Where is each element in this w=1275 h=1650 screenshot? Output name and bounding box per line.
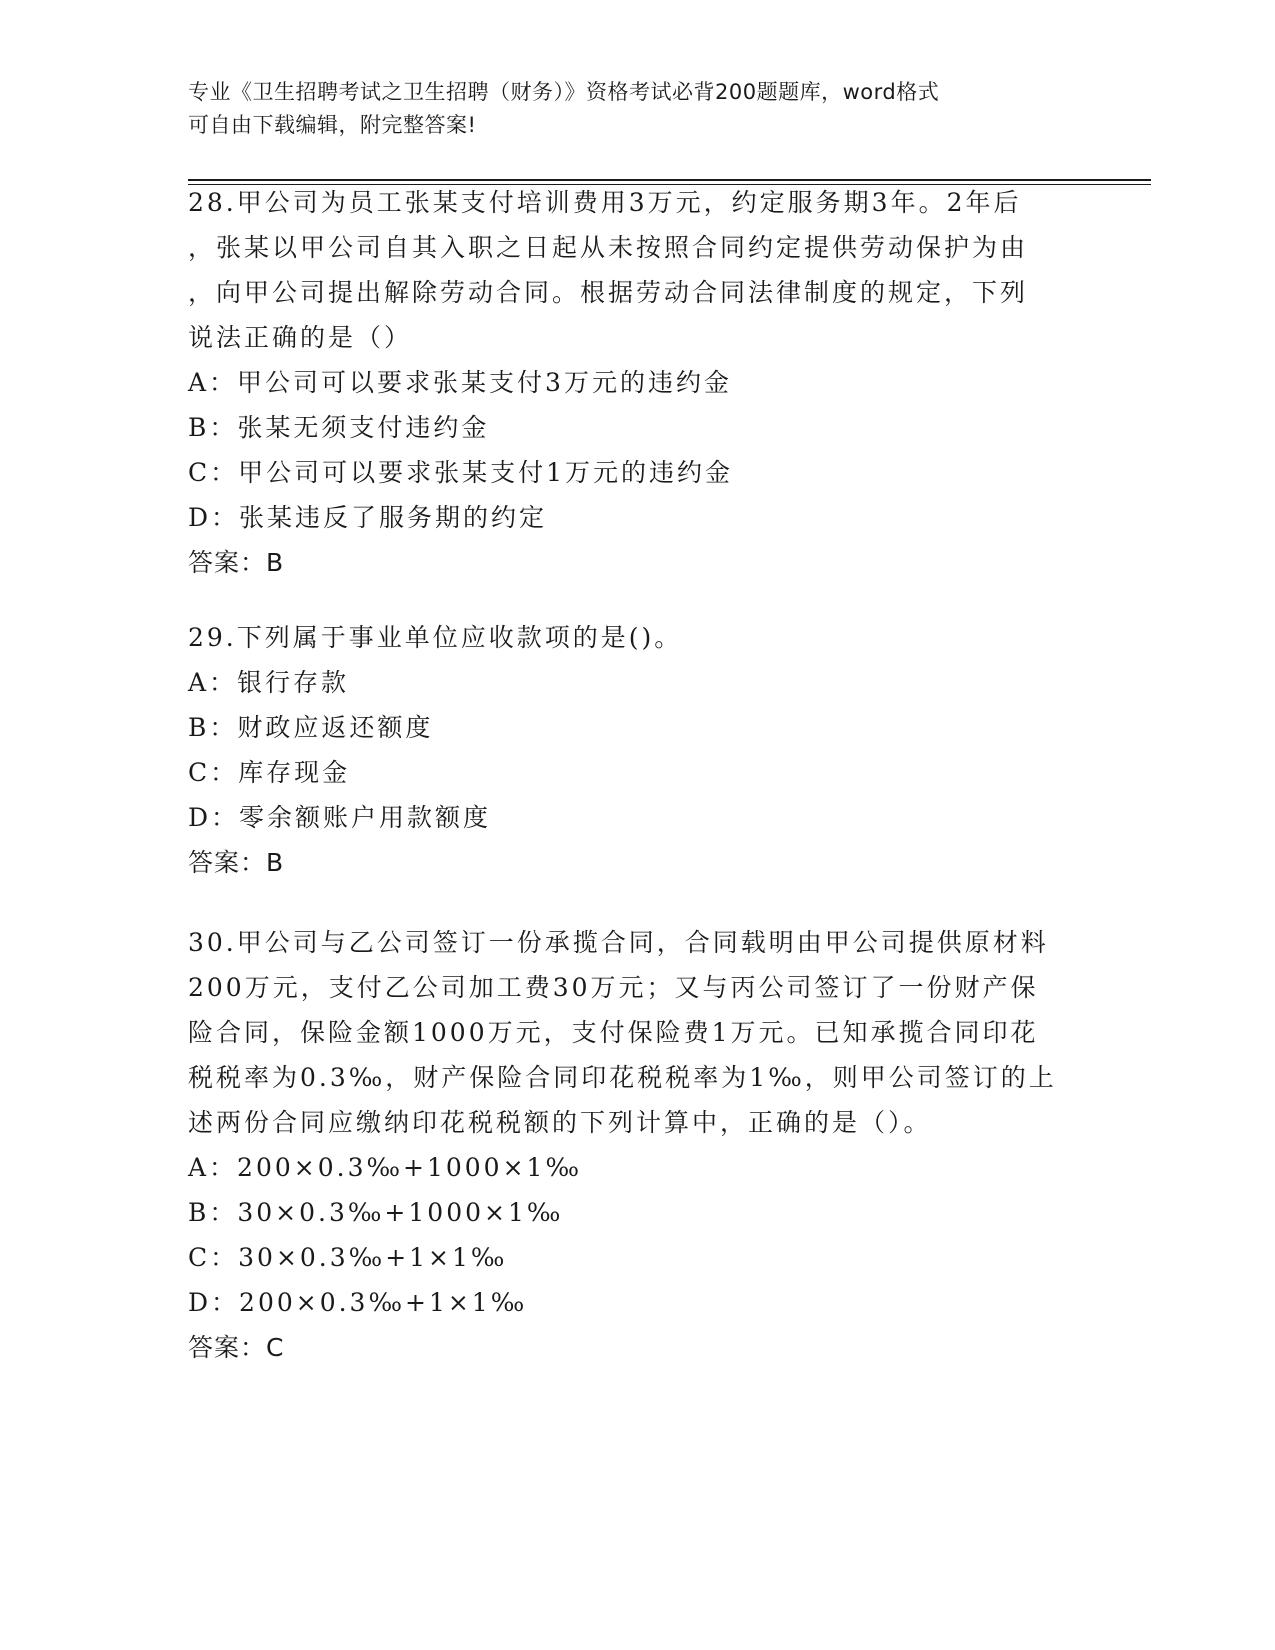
question-stem — [188, 180, 1088, 360]
question-30 — [188, 920, 1088, 1370]
answer-line: 答案：C — [188, 1333, 285, 1362]
stem-line: ，向甲公司提出解除劳动合同。根据劳动合同法律制度的规定，下列 — [188, 278, 1029, 307]
stem-line: 28.甲公司为员工张某支付培训费用3万元，约定服务期3年。2年后 — [188, 188, 1022, 217]
option-c: C：甲公司可以要求张某支付1万元的违约金 — [188, 458, 734, 487]
document-header — [188, 76, 1068, 142]
answer-line: 答案：B — [188, 548, 285, 577]
option-d: D：200×0.3‰+1×1‰ — [188, 1288, 528, 1317]
option-b: B：30×0.3‰+1000×1‰ — [188, 1198, 564, 1227]
question-28 — [188, 180, 1088, 585]
option-a: A：银行存款 — [188, 668, 350, 697]
stem-line: 29.下列属于事业单位应收款项的是()。 — [188, 623, 683, 652]
question-stem — [188, 920, 1088, 1145]
option-d: D：零余额账户用款额度 — [188, 803, 492, 832]
stem-line: 30.甲公司与乙公司签订一份承揽合同，合同载明由甲公司提供原材料 — [188, 928, 1049, 957]
option-a: A：甲公司可以要求张某支付3万元的违约金 — [188, 368, 732, 397]
stem-line: 险合同，保险金额1000万元，支付保险费1万元。已知承揽合同印花 — [188, 1018, 1039, 1047]
option-d: D：张某违反了服务期的约定 — [188, 503, 548, 532]
option-a: A：200×0.3‰+1000×1‰ — [188, 1153, 582, 1182]
answer-line: 答案：B — [188, 848, 285, 877]
option-c: C：库存现金 — [188, 758, 351, 787]
option-b: B：财政应返还额度 — [188, 713, 434, 742]
option-c: C：30×0.3‰+1×1‰ — [188, 1243, 508, 1272]
stem-line: 税税率为0.3‰，财产保险合同印花税税率为1‰，则甲公司签订的上 — [188, 1063, 1057, 1092]
stem-line: ，张某以甲公司自其入职之日起从未按照合同约定提供劳动保护为由 — [188, 233, 1029, 262]
stem-line: 200万元，支付乙公司加工费30万元；又与丙公司签订了一份财产保 — [188, 973, 1039, 1002]
option-b: B：张某无须支付违约金 — [188, 413, 490, 442]
stem-line: 说法正确的是（） — [188, 323, 413, 352]
header-title-line-2: 可自由下载编辑，附完整答案! — [188, 113, 477, 137]
question-29 — [188, 615, 1088, 885]
header-title-line-1: 专业《卫生招聘考试之卫生招聘（财务）》资格考试必背200题题库，word格式 — [188, 80, 940, 104]
question-stem — [188, 615, 1088, 660]
stem-line: 述两份合同应缴纳印花税税额的下列计算中，正确的是（）。 — [188, 1108, 932, 1137]
